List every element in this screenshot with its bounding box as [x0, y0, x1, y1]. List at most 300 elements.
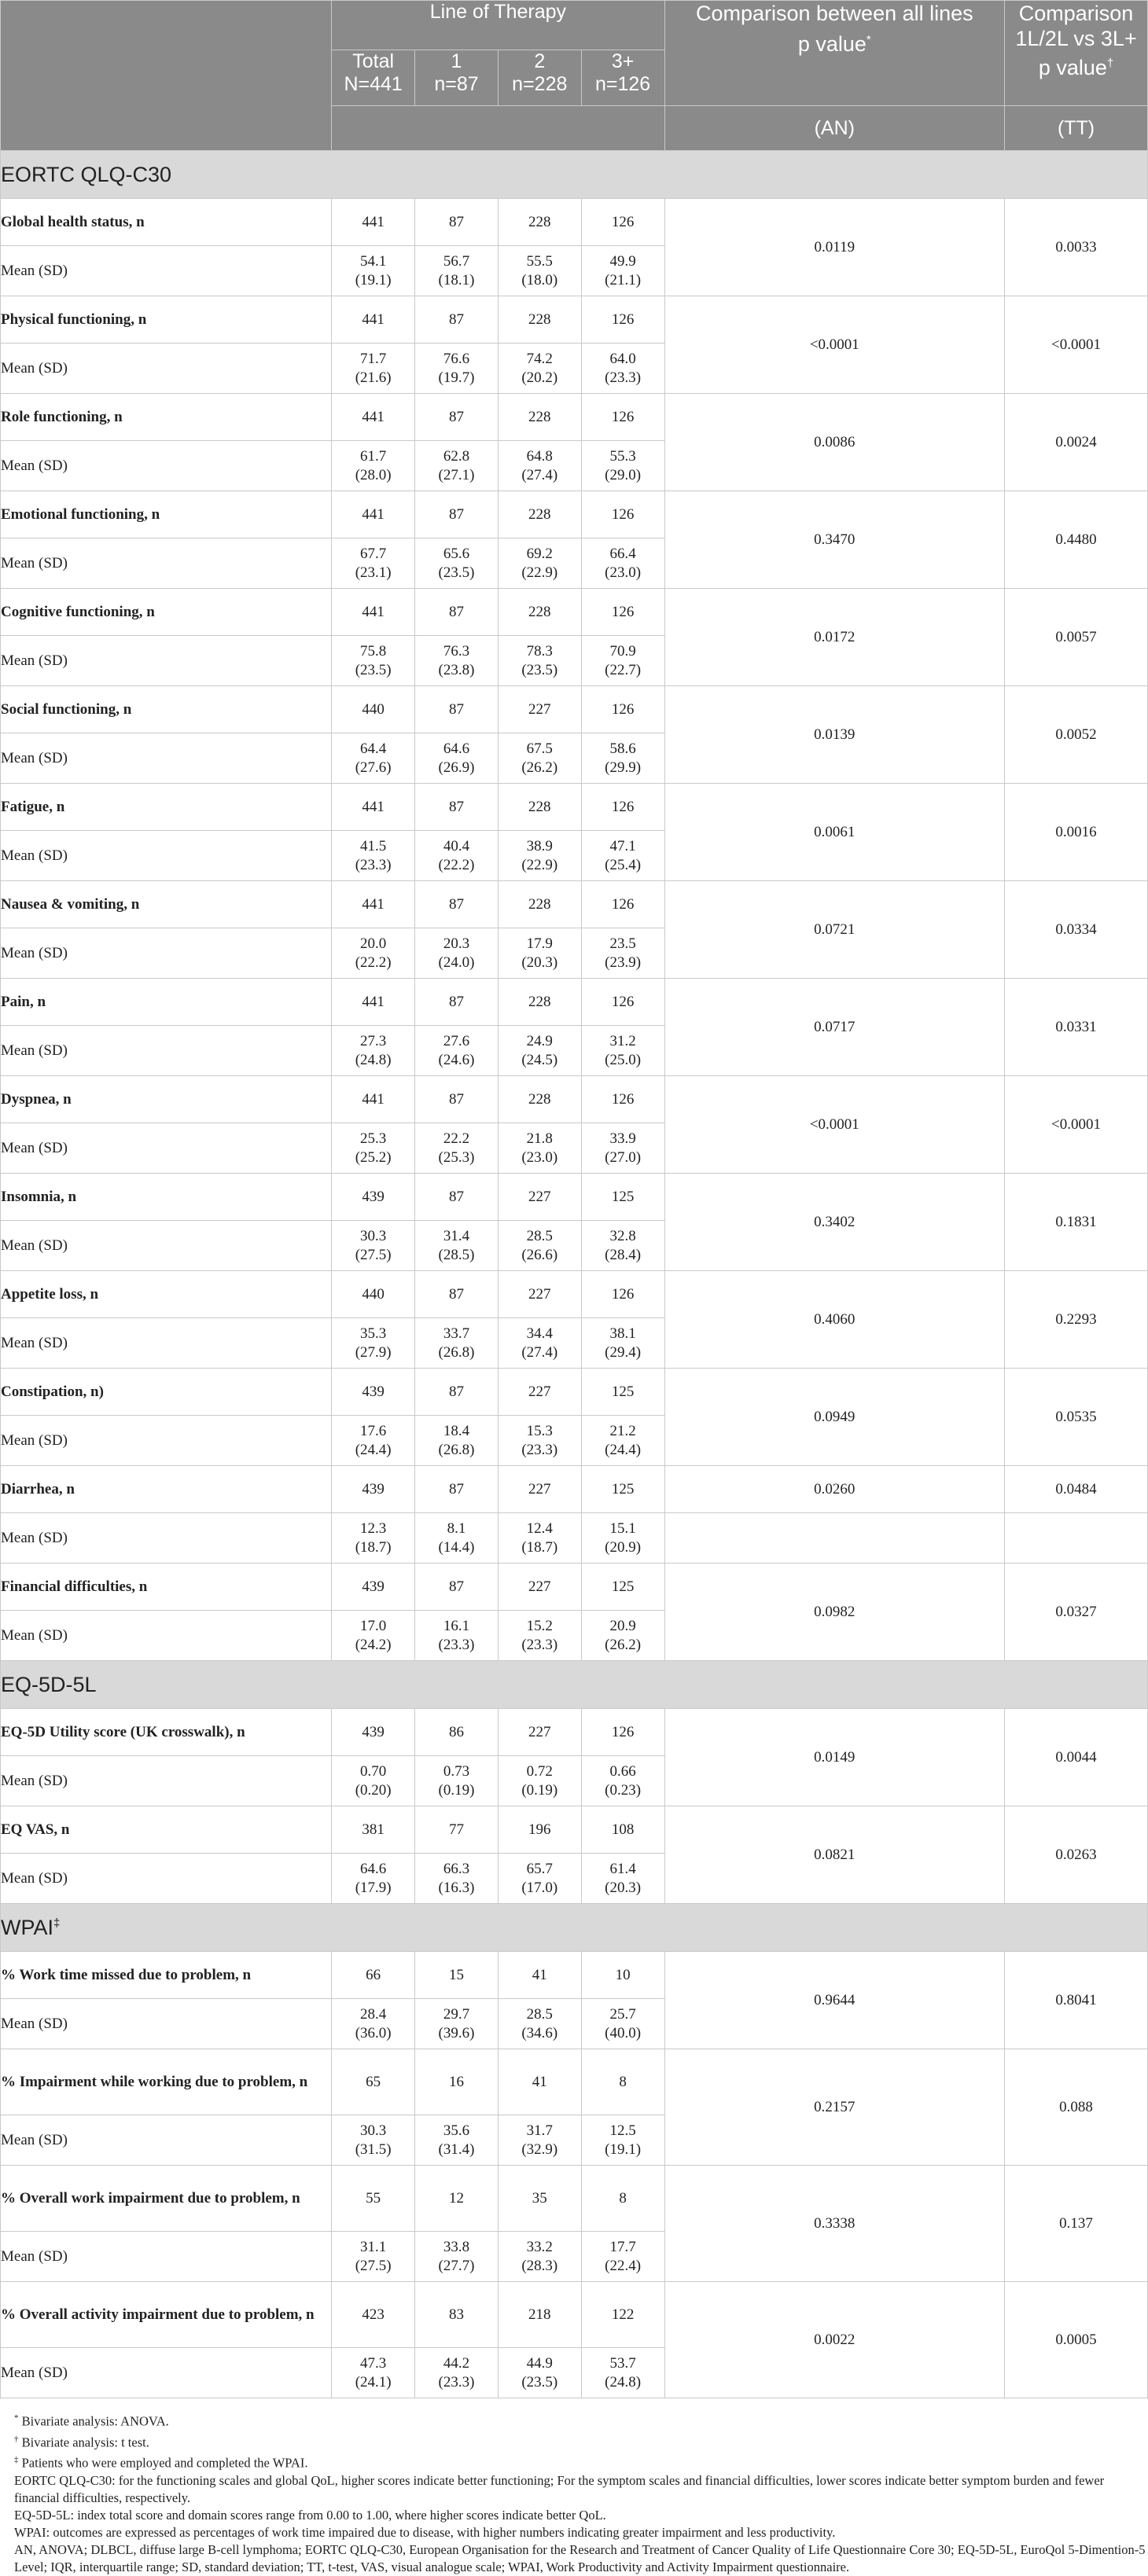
- n-value-cell: 125: [581, 1369, 664, 1416]
- mean-value: 12.5: [609, 2122, 636, 2139]
- sd-value: (23.3): [438, 2373, 475, 2390]
- row-label: Nausea & vomiting, n: [1, 881, 332, 928]
- sd-value: (24.2): [355, 1636, 392, 1653]
- mean-sd-cell: [498, 441, 581, 491]
- n-value-cell: 35: [498, 2166, 581, 2232]
- table-row-n: [1, 1466, 1148, 1513]
- mean-sd-cell: [332, 733, 415, 784]
- mean-value: 17.6: [360, 1422, 387, 1439]
- mean-value: 20.0: [360, 935, 387, 952]
- n-value-cell: 441: [332, 589, 415, 636]
- mean-sd-label: Mean (SD): [1, 928, 332, 979]
- p-value-tt: 0.0327: [1005, 1564, 1148, 1661]
- footnotes: [0, 2398, 1148, 2576]
- p-value-tt: 0.8041: [1005, 1952, 1148, 2049]
- mean-value: 65.7: [526, 1860, 553, 1877]
- n-value-cell: 423: [332, 2282, 415, 2348]
- sd-value: (32.9): [521, 2141, 558, 2158]
- mean-value: 64.6: [443, 740, 470, 757]
- sd-value: (28.4): [605, 1246, 642, 1263]
- mean-sd-cell: [581, 1221, 664, 1271]
- n-value-cell: 227: [498, 1271, 581, 1318]
- mean-sd-cell: [581, 831, 664, 881]
- row-label: Diarrhea, n: [1, 1466, 332, 1513]
- mean-value: 58.6: [609, 740, 636, 757]
- mean-sd-cell: [498, 1416, 581, 1466]
- mean-sd-cell: [415, 1123, 499, 1174]
- mean-sd-cell: [581, 1416, 664, 1466]
- p-value-tt: 0.4480: [1005, 491, 1148, 589]
- n-value-cell: 441: [332, 491, 415, 538]
- mean-value: 0.66: [609, 1762, 636, 1780]
- n-value-cell: 440: [332, 686, 415, 733]
- mean-sd-cell: [332, 1513, 415, 1564]
- footnote-text: AN, ANOVA; DLBCL, diffuse large B-cell lymphoma; EORTC QLQ-C30, European Organisation for the Research and Treatment of Cancer Quality of Life Questionnaire Core 30; EQ-5D-5L, EuroQol 5-Dimention-5 Level; IQR, interquartile range; SD, standard deviation; TT, t-test, VAS, visual analogue scale; WPAI, Work Productivity and Activity Impairment questionnaire.: [14, 2541, 1146, 2574]
- table-row-n: [1, 979, 1148, 1026]
- mean-sd-cell: [581, 928, 664, 979]
- p-value-all-lines: <0.0001: [664, 296, 1005, 394]
- p-value-all-lines: 0.4060: [664, 1271, 1005, 1369]
- mean-sd-label: Mean (SD): [1, 2232, 332, 2282]
- n-value-cell: 441: [332, 784, 415, 831]
- table-row-n: [1, 1564, 1148, 1611]
- mean-value: 47.3: [360, 2354, 387, 2372]
- n-value-cell: 87: [415, 979, 499, 1026]
- mean-value: 28.4: [360, 2005, 387, 2023]
- p-value-tt: 0.0331: [1005, 979, 1148, 1076]
- mean-sd-cell: [415, 441, 499, 491]
- n-value-cell: 218: [498, 2282, 581, 2348]
- mean-sd-cell: [332, 2232, 415, 2282]
- mean-value: 41.5: [360, 837, 387, 854]
- sd-value: (27.7): [438, 2257, 475, 2274]
- n-value-cell: 8: [581, 2166, 664, 2232]
- mean-value: 28.5: [526, 1227, 553, 1244]
- sd-value: (22.4): [605, 2257, 642, 2274]
- n-value-cell: 441: [332, 881, 415, 928]
- mean-sd-label: Mean (SD): [1, 538, 332, 589]
- sd-value: (0.19): [438, 1781, 475, 1799]
- table-header: [1, 1, 1148, 151]
- mean-sd-label: Mean (SD): [1, 1416, 332, 1466]
- footnote-mark: †: [14, 2434, 19, 2444]
- section-title-text: WPAI: [1, 1915, 53, 1939]
- row-label: Pain, n: [1, 979, 332, 1026]
- column-header-total: Total N=441: [332, 50, 415, 106]
- mean-value: 56.7: [443, 252, 470, 270]
- mean-sd-cell: [415, 1611, 499, 1661]
- n-value-cell: 87: [415, 1271, 499, 1318]
- mean-value: 17.0: [360, 1617, 387, 1634]
- p-value-tt: 0.0005: [1005, 2282, 1148, 2398]
- mean-value: 0.72: [526, 1762, 553, 1780]
- mean-sd-cell: [332, 1756, 415, 1806]
- mean-value: 64.6: [360, 1860, 387, 1877]
- comparison-tt-mark: †: [1106, 57, 1114, 70]
- row-label: % Impairment while working due to problem, n: [1, 2049, 332, 2115]
- mean-value: 20.3: [443, 935, 470, 952]
- n-value-cell: 41: [498, 2049, 581, 2115]
- sd-value: (23.3): [355, 856, 392, 873]
- mean-sd-cell: [332, 1026, 415, 1076]
- mean-value: 78.3: [526, 642, 553, 660]
- n-value-cell: 87: [415, 1076, 499, 1123]
- n-value-cell: 125: [581, 1174, 664, 1221]
- mean-value: 25.3: [360, 1130, 387, 1147]
- p-value-tt: 0.0052: [1005, 686, 1148, 784]
- mean-sd-cell: [498, 733, 581, 784]
- mean-sd-cell: [581, 2348, 664, 2398]
- n-value-cell: 439: [332, 1709, 415, 1756]
- n-value-cell: 83: [415, 2282, 499, 2348]
- comparison-tt-header: [1005, 1, 1148, 106]
- n-value-cell: 126: [581, 784, 664, 831]
- mean-value: 53.7: [609, 2354, 636, 2372]
- mean-value: 15.2: [526, 1617, 553, 1634]
- mean-sd-label: Mean (SD): [1, 733, 332, 784]
- sd-value: (20.2): [521, 369, 558, 386]
- sd-value: (36.0): [355, 2024, 392, 2041]
- mean-value: 34.4: [526, 1325, 553, 1342]
- mean-sd-cell: [581, 2232, 664, 2282]
- mean-sd-label: Mean (SD): [1, 1123, 332, 1174]
- n-value-cell: 12: [415, 2166, 499, 2232]
- n-value-cell: 441: [332, 296, 415, 344]
- section-title-text: EQ-5D-5L: [1, 1672, 97, 1696]
- mean-sd-cell: [332, 344, 415, 394]
- sd-value: (22.2): [438, 856, 475, 873]
- footnote-text: Bivariate analysis: ANOVA.: [18, 2413, 169, 2429]
- n-value-cell: 126: [581, 296, 664, 344]
- mean-value: 33.8: [443, 2238, 470, 2255]
- sd-value: (23.3): [438, 1636, 475, 1653]
- sd-value: (40.0): [605, 2024, 642, 2041]
- n-value-cell: 228: [498, 589, 581, 636]
- mean-value: 33.9: [609, 1130, 636, 1147]
- table-row-n: [1, 296, 1148, 344]
- sd-value: (23.9): [605, 954, 642, 971]
- mean-sd-label: Mean (SD): [1, 2115, 332, 2166]
- test-label-anova: (AN): [664, 106, 1005, 151]
- mean-sd-cell: [415, 1999, 499, 2049]
- section-title-text: EORTC QLQ-C30: [1, 162, 172, 186]
- n-value-cell: 439: [332, 1466, 415, 1513]
- sd-value: (31.5): [355, 2141, 392, 2158]
- n-value-cell: 227: [498, 1174, 581, 1221]
- comparison-all-pvalue-label: p value: [797, 32, 867, 56]
- mean-value: 12.4: [526, 1520, 553, 1537]
- p-value-tt: 0.0535: [1005, 1369, 1148, 1466]
- mean-value: 31.4: [443, 1227, 470, 1244]
- mean-value: 15.1: [609, 1520, 636, 1537]
- p-value-all-lines: 0.0260: [664, 1466, 1005, 1513]
- n-value-cell: 87: [415, 881, 499, 928]
- mean-value: 76.3: [443, 642, 470, 660]
- mean-value: 27.6: [443, 1032, 470, 1049]
- sd-value: (24.4): [355, 1441, 392, 1458]
- mean-value: 21.8: [526, 1130, 553, 1147]
- mean-sd-cell: [415, 1513, 499, 1564]
- mean-sd-cell: [498, 1756, 581, 1806]
- n-value-cell: 228: [498, 979, 581, 1026]
- footnote-line: [14, 2472, 1148, 2507]
- mean-value: 70.9: [609, 642, 636, 660]
- sd-value: (22.9): [521, 856, 558, 873]
- mean-sd-cell: [498, 538, 581, 589]
- sd-value: (25.0): [605, 1051, 642, 1068]
- mean-sd-cell: [581, 246, 664, 296]
- mean-sd-cell: [498, 1513, 581, 1564]
- row-label: Financial difficulties, n: [1, 1564, 332, 1611]
- mean-value: 25.7: [609, 2005, 636, 2023]
- mean-sd-label: Mean (SD): [1, 1854, 332, 1904]
- sd-value: (28.0): [355, 466, 392, 483]
- p-value-all-lines: 0.0821: [664, 1806, 1005, 1904]
- p-value-tt: 0.0334: [1005, 881, 1148, 979]
- mean-value: 75.8: [360, 642, 387, 660]
- n-value-cell: 439: [332, 1369, 415, 1416]
- mean-value: 27.3: [360, 1032, 387, 1049]
- n-value-cell: 87: [415, 589, 499, 636]
- sd-value: (29.0): [605, 466, 642, 483]
- mean-value: 31.7: [526, 2122, 553, 2139]
- n-value-cell: 126: [581, 1076, 664, 1123]
- footnote-line: [14, 2431, 1148, 2452]
- header-blank-cell: [1, 1, 332, 151]
- mean-sd-cell: [415, 1416, 499, 1466]
- mean-sd-cell: [332, 928, 415, 979]
- mean-sd-cell: [332, 1318, 415, 1369]
- p-value-all-lines: 0.0721: [664, 881, 1005, 979]
- n-value-cell: 439: [332, 1174, 415, 1221]
- mean-sd-cell: [498, 928, 581, 979]
- sd-value: (24.1): [355, 2373, 392, 2390]
- sd-value: (29.4): [605, 1343, 642, 1361]
- n-value-cell: 440: [332, 1271, 415, 1318]
- n-value-cell: 87: [415, 1369, 499, 1416]
- p-value-empty: [1005, 1513, 1148, 1564]
- p-value-tt: 0.088: [1005, 2049, 1148, 2166]
- row-label: Appetite loss, n: [1, 1271, 332, 1318]
- mean-sd-cell: [332, 441, 415, 491]
- mean-sd-cell: [498, 1611, 581, 1661]
- mean-value: 69.2: [526, 545, 553, 562]
- mean-sd-cell: [498, 2115, 581, 2166]
- mean-sd-label: Mean (SD): [1, 441, 332, 491]
- mean-sd-cell: [415, 246, 499, 296]
- n-value-cell: 87: [415, 199, 499, 246]
- mean-value: 15.3: [526, 1422, 553, 1439]
- mean-sd-cell: [415, 344, 499, 394]
- n-value-cell: 126: [581, 881, 664, 928]
- mean-sd-cell: [332, 2348, 415, 2398]
- p-value-all-lines: <0.0001: [664, 1076, 1005, 1174]
- sd-value: (24.8): [605, 2373, 642, 2390]
- table-row-n: [1, 1076, 1148, 1123]
- mean-value: 64.0: [609, 350, 636, 367]
- mean-value: 18.4: [443, 1422, 470, 1439]
- mean-sd-cell: [415, 636, 499, 686]
- sd-value: (23.8): [438, 661, 475, 678]
- mean-sd-cell: [498, 1854, 581, 1904]
- mean-sd-cell: [498, 246, 581, 296]
- mean-sd-cell: [415, 2115, 499, 2166]
- p-value-tt: 0.1831: [1005, 1174, 1148, 1271]
- mean-sd-cell: [581, 1611, 664, 1661]
- table-body: [1, 151, 1148, 2398]
- mean-sd-cell: [581, 636, 664, 686]
- n-value-cell: 87: [415, 686, 499, 733]
- mean-value: 38.9: [526, 837, 553, 854]
- n-value-cell: 86: [415, 1709, 499, 1756]
- section-header-row: [1, 151, 1148, 199]
- mean-sd-cell: [332, 246, 415, 296]
- n-value-cell: 10: [581, 1952, 664, 1999]
- test-label-ttest: (TT): [1005, 106, 1148, 151]
- mean-value: 31.1: [360, 2238, 387, 2255]
- mean-sd-cell: [581, 1123, 664, 1174]
- row-label: Fatigue, n: [1, 784, 332, 831]
- mean-value: 44.2: [443, 2354, 470, 2372]
- n-value-cell: 87: [415, 491, 499, 538]
- mean-value: 62.8: [443, 447, 470, 465]
- sd-value: (26.2): [521, 759, 558, 776]
- mean-value: 29.7: [443, 2005, 470, 2023]
- footnote-line: [14, 2507, 1148, 2524]
- n-value-cell: 126: [581, 1709, 664, 1756]
- sd-value: (21.6): [355, 369, 392, 386]
- sd-value: (19.7): [438, 369, 475, 386]
- mean-sd-cell: [332, 1854, 415, 1904]
- mean-value: 20.9: [609, 1617, 636, 1634]
- mean-value: 0.73: [443, 1762, 470, 1780]
- table-row-n: [1, 491, 1148, 538]
- footnote-line: [14, 2409, 1148, 2431]
- p-value-all-lines: 0.0139: [664, 686, 1005, 784]
- mean-sd-cell: [581, 1854, 664, 1904]
- section-header-row: [1, 1904, 1148, 1952]
- p-value-tt: 0.0484: [1005, 1466, 1148, 1513]
- row-label: Global health status, n: [1, 199, 332, 246]
- mean-sd-cell: [332, 1221, 415, 1271]
- mean-sd-label: Mean (SD): [1, 1318, 332, 1369]
- sd-value: (21.1): [605, 271, 642, 288]
- sd-value: (27.4): [521, 1343, 558, 1361]
- sd-value: (17.9): [355, 1879, 392, 1896]
- mean-value: 30.3: [360, 2122, 387, 2139]
- sd-value: (19.1): [355, 271, 392, 288]
- n-value-cell: 87: [415, 1466, 499, 1513]
- mean-sd-cell: [415, 538, 499, 589]
- mean-value: 55.5: [526, 252, 553, 270]
- sd-value: (20.3): [521, 954, 558, 971]
- mean-sd-cell: [332, 1416, 415, 1466]
- p-value-all-lines: 0.3470: [664, 491, 1005, 589]
- sd-value: (27.1): [438, 466, 475, 483]
- p-value-empty: [664, 1513, 1005, 1564]
- n-value-cell: 381: [332, 1806, 415, 1854]
- n-value-cell: 8: [581, 2049, 664, 2115]
- n-value-cell: 77: [415, 1806, 499, 1854]
- table-row-n: [1, 199, 1148, 246]
- mean-sd-cell: [581, 344, 664, 394]
- n-value-cell: 65: [332, 2049, 415, 2115]
- mean-sd-cell: [498, 344, 581, 394]
- mean-sd-cell: [415, 2232, 499, 2282]
- mean-value: 30.3: [360, 1227, 387, 1244]
- table-row-n: [1, 1369, 1148, 1416]
- comparison-tt-pvalue-label: p value: [1038, 56, 1107, 79]
- footnote-text: Patients who were employed and completed the WPAI.: [18, 2455, 308, 2471]
- sd-value: (26.8): [438, 1343, 475, 1361]
- sd-value: (24.4): [605, 1441, 642, 1458]
- mean-value: 32.8: [609, 1227, 636, 1244]
- row-label: Insomnia, n: [1, 1174, 332, 1221]
- mean-value: 12.3: [360, 1520, 387, 1537]
- mean-sd-cell: [415, 2348, 499, 2398]
- mean-sd-cell: [581, 1999, 664, 2049]
- n-value-cell: 126: [581, 394, 664, 441]
- row-label: Role functioning, n: [1, 394, 332, 441]
- row-label: % Overall activity impairment due to problem, n: [1, 2282, 332, 2348]
- mean-sd-cell: [415, 1756, 499, 1806]
- n-value-cell: 126: [581, 979, 664, 1026]
- mean-value: 61.4: [609, 1860, 636, 1877]
- n-value-cell: 227: [498, 1709, 581, 1756]
- section-title-mark: ‡: [53, 1916, 61, 1930]
- column-header-line-3plus: 3+ n=126: [581, 50, 664, 106]
- mean-sd-cell: [332, 1611, 415, 1661]
- n-value-cell: 441: [332, 979, 415, 1026]
- mean-sd-cell: [332, 538, 415, 589]
- row-label: % Work time missed due to problem, n: [1, 1952, 332, 1999]
- mean-sd-label: Mean (SD): [1, 1611, 332, 1661]
- mean-sd-label: Mean (SD): [1, 1999, 332, 2049]
- sd-value: (18.7): [521, 1538, 558, 1556]
- sd-value: (23.5): [521, 661, 558, 678]
- mean-value: 49.9: [609, 252, 636, 270]
- mean-sd-cell: [332, 2115, 415, 2166]
- mean-value: 31.2: [609, 1032, 636, 1049]
- mean-value: 64.4: [360, 740, 387, 757]
- row-label: Physical functioning, n: [1, 296, 332, 344]
- line-of-therapy-header: Line of Therapy: [332, 1, 664, 50]
- n-value-cell: 87: [415, 296, 499, 344]
- n-value-cell: 15: [415, 1952, 499, 1999]
- table-row-n: [1, 1174, 1148, 1221]
- p-value-all-lines: 0.0982: [664, 1564, 1005, 1661]
- row-label: % Overall work impairment due to problem, n: [1, 2166, 332, 2232]
- p-value-tt: 0.0033: [1005, 199, 1148, 296]
- mean-sd-cell: [332, 636, 415, 686]
- mean-value: 24.9: [526, 1032, 553, 1049]
- mean-value: 0.70: [360, 1762, 387, 1780]
- p-value-tt: <0.0001: [1005, 1076, 1148, 1174]
- sd-value: (22.2): [355, 954, 392, 971]
- sd-value: (23.1): [355, 564, 392, 581]
- footnote-text: EORTC QLQ-C30: for the functioning scales and global QoL, higher scores indicate better functioning; For the symptom scales and financial difficulties, lower scores indicate better symptom burden and fewer financial difficulties, respectively.: [14, 2472, 1105, 2505]
- table-row-n: [1, 2049, 1148, 2115]
- sd-value: (39.6): [438, 2024, 475, 2041]
- mean-value: 33.2: [526, 2238, 553, 2255]
- sd-value: (23.5): [521, 2373, 558, 2390]
- table-row-n: [1, 1806, 1148, 1854]
- mean-sd-label: Mean (SD): [1, 344, 332, 394]
- p-value-tt: 0.2293: [1005, 1271, 1148, 1369]
- mean-sd-cell: [498, 1026, 581, 1076]
- sd-value: (23.5): [438, 564, 475, 581]
- sd-value: (27.5): [355, 1246, 392, 1263]
